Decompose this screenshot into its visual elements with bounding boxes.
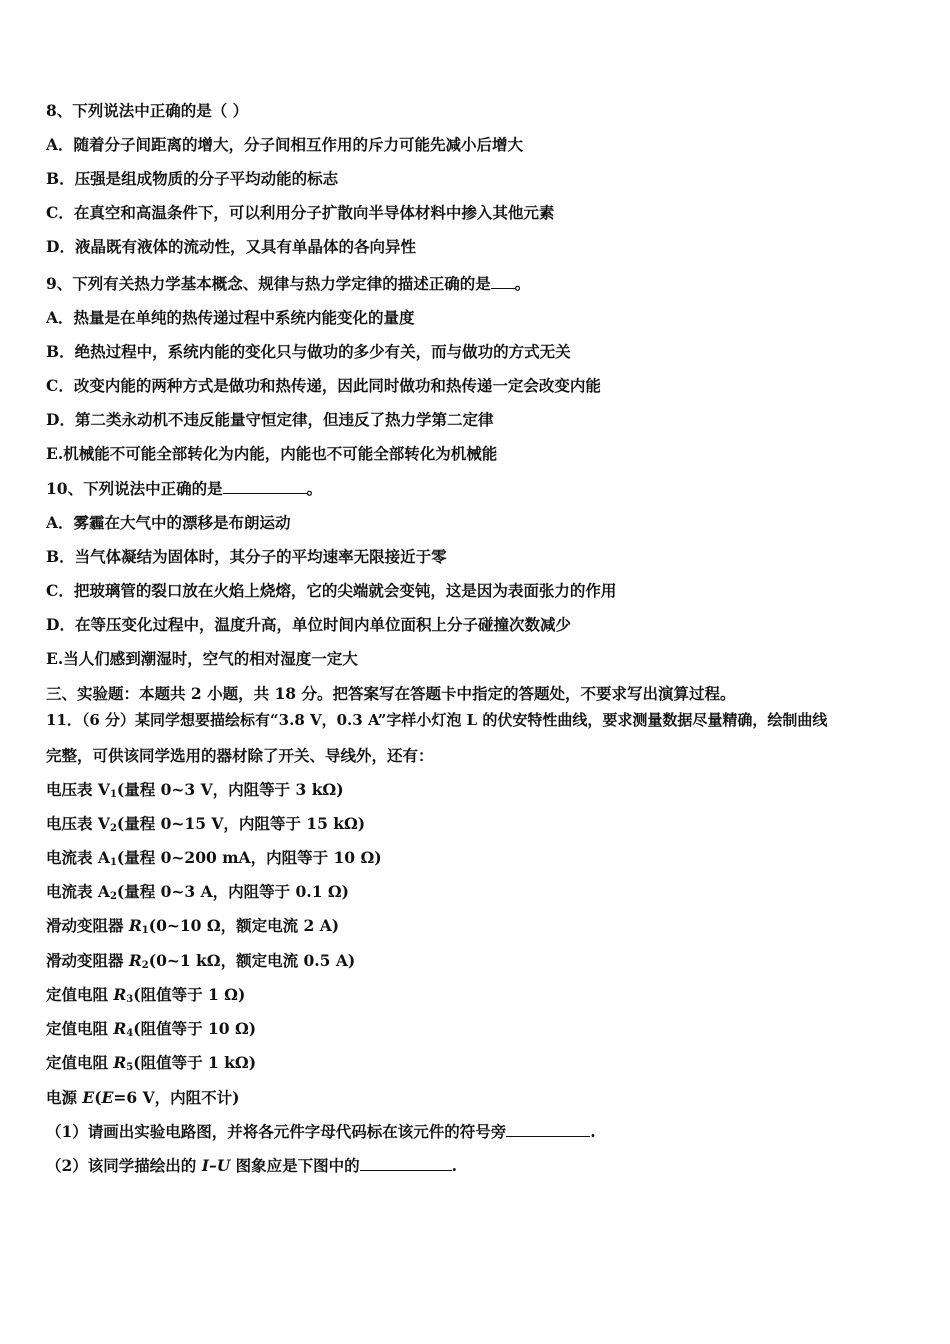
q9-option-b: B．绝热过程中，系统内能的变化只与做功的多少有关，而与做功的方式无关 (46, 342, 571, 361)
q11-sub1-answer-blank (506, 1121, 590, 1137)
equipment-item: 滑动变阻器 $R_1(0\sim 10$ Ω，额定电流 2 A) (46, 916, 340, 936)
q9-answer-blank (491, 273, 515, 289)
equipment-item: 定值电阻 $R_3$(阻值等于 1 Ω) (46, 985, 246, 1005)
q10-option-a: A．雾霾在大气中的漂移是布朗运动 (46, 513, 291, 532)
q9-stem-tail: 。 (514, 274, 531, 293)
q8-stem: 8、下列说法中正确的是（ ） (46, 101, 249, 120)
q8-option-b: B．压强是组成物质的分子平均动能的标志 (46, 169, 339, 188)
q10-option-b: B．当气体凝结为固体时，其分子的平均速率无限接近于零 (46, 547, 447, 566)
q11-stem-line2: 完整，可供该同学选用的器材除了开关、导线外，还有： (46, 746, 434, 765)
q9-stem-line (46, 273, 916, 295)
q10-option-c: C．把玻璃管的裂口放在火焰上烧熔，它的尖端就会变钝，这是因为表面张力的作用 (46, 581, 617, 600)
q8-option-a: A．随着分子间距离的增大，分子间相互作用的斥力可能先减小后增大 (46, 135, 524, 154)
equipment-power-source: 电源 E(E=6 V，内阻不计) (46, 1088, 240, 1107)
q11-stem-line1: 11．（6 分）某同学想要描绘标有“3.8 V，0.3 A”字样小灯泡 L 的伏安特性曲线，要求测量数据尽量精确，绘制曲线 (46, 711, 828, 729)
q9-option-c: C．改变内能的两种方式是做功和热传递，因此同时做功和热传递一定会改变内能 (46, 376, 601, 395)
q11-subquestion-1: （1）请画出实验电路图，并将各元件字母代码标在该元件的符号旁 . (46, 1122, 596, 1141)
section3-heading: 三、实验题：本题共 2 小题，共 18 分。把答案写在答题卡中指定的答题处，不要求写出演算过程。 (46, 684, 736, 703)
q10-option-e: E.当人们感到潮湿时，空气的相对湿度一定大 (46, 649, 358, 668)
q11-subquestion-2: （2）该同学描绘出的 I–U 图象应是下图中的 . (46, 1156, 458, 1175)
q10-option-d: D．在等压变化过程中，温度升高，单位时间内单位面积上分子碰撞次数减少 (46, 615, 571, 634)
q9-option-a: A．热量是在单纯的热传递过程中系统内能变化的量度 (46, 308, 415, 327)
q10-stem: 10、下列说法中正确的是 (46, 479, 223, 498)
q10-answer-blank (223, 478, 307, 494)
equipment-item: 滑动变阻器 $R_2(0\sim 1$ kΩ，额定电流 0.5 A) (46, 951, 356, 971)
q10-stem-line (46, 478, 916, 500)
q9-option-d: D．第二类永动机不违反能量守恒定律，但违反了热力学第二定律 (46, 410, 494, 429)
q9-option-e: E.机械能不可能全部转化为内能，内能也不可能全部转化为机械能 (46, 444, 498, 463)
equipment-item: 电流表 $A_2$(量程 0~3 A，内阻等于 0.1 Ω) (46, 882, 350, 902)
q10-stem-tail: 。 (306, 479, 323, 498)
equipment-item: 电压表 $V_2$(量程 0~15 V，内阻等于 15 kΩ) (46, 814, 366, 834)
equipment-item: 定值电阻 $R_4$(阻值等于 10 Ω) (46, 1019, 257, 1039)
equipment-item: 电压表 $V_1$(量程 0~3 V，内阻等于 3 kΩ) (46, 780, 344, 800)
equipment-item: 定值电阻 $R_5$(阻值等于 1 kΩ) (46, 1053, 257, 1073)
q8-option-c: C．在真空和高温条件下，可以利用分子扩散向半导体材料中掺入其他元素 (46, 203, 555, 222)
equipment-item: 电流表 $A_1$(量程 0~200 mA，内阻等于 10 Ω) (46, 848, 382, 868)
q11-sub2-answer-blank (360, 1155, 452, 1171)
q9-stem: 9、下列有关热力学基本概念、规律与热力学定律的描述正确的是 (46, 274, 491, 293)
q8-option-d: D．液晶既有液体的流动性，又具有单晶体的各向异性 (46, 237, 416, 256)
